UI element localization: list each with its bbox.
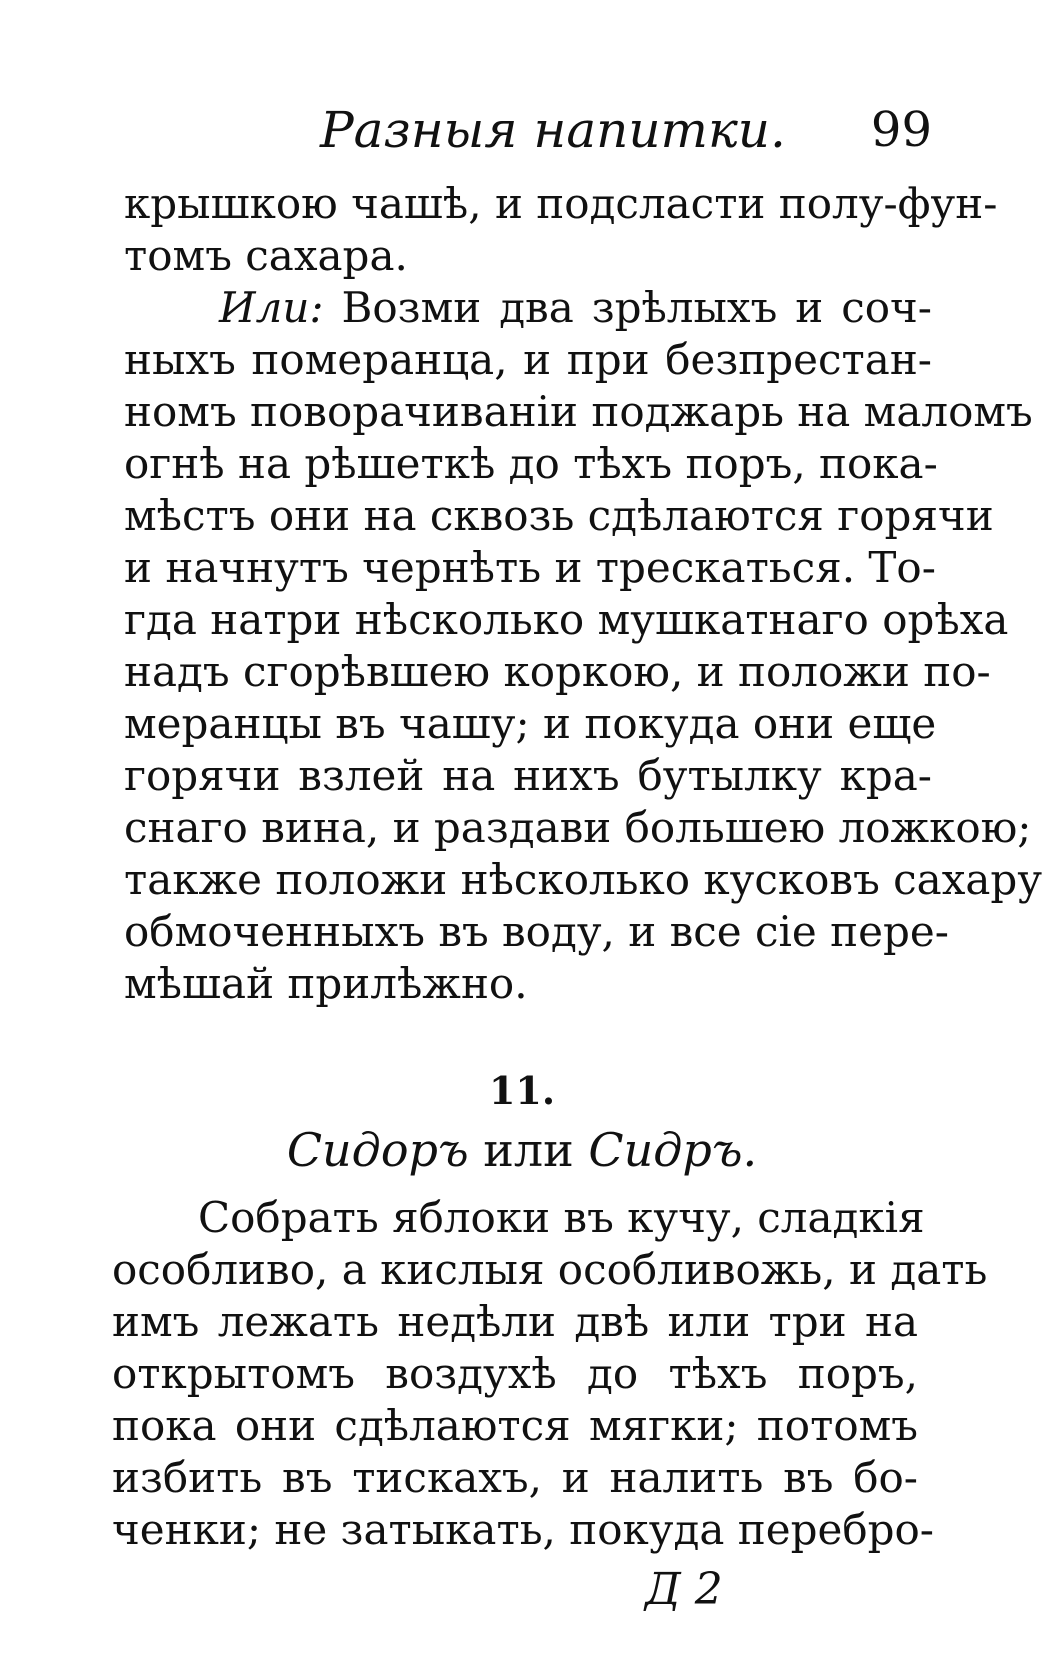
text-line: и начнутъ чернѣть и трескаться. То-: [124, 543, 936, 592]
text-line: [124, 282, 932, 334]
text-line: гда натри нѣсколько мушкатнаго орѣха: [124, 595, 1009, 644]
text-line: также положи нѣсколько кусковъ сахару: [124, 855, 1043, 904]
text-line: имъ лежать недѣли двѣ или три на: [112, 1297, 918, 1346]
text-line: открытомъ воздухѣ до тѣхъ поръ,: [112, 1349, 918, 1398]
text-line-remainder: Возми два зрѣлыхъ и соч-: [341, 283, 932, 332]
text-line: Собрать яблоки въ кучу, сладкiя: [198, 1193, 925, 1242]
section-title-part2: Сидръ.: [588, 1123, 758, 1177]
text-line: ныхъ померанца, и при безпрестан-: [124, 335, 932, 384]
text-line: особливо, а кислыя особливожь, и дать: [112, 1245, 988, 1294]
text-line: мѣшай прилѣжно.: [124, 959, 528, 1008]
text-line: крышкою чашѣ, и подсласти полу-фун-: [124, 179, 998, 228]
section-number: 11.: [488, 1068, 556, 1113]
text-line: номъ поворачиванiи поджарь на маломъ: [124, 387, 1033, 436]
page-number: 99: [870, 102, 932, 158]
text-line: огнѣ на рѣшеткѣ до тѣхъ поръ, пока-: [124, 439, 938, 488]
text-line: мѣстъ они на сквозь сдѣлаются горячи: [124, 491, 994, 540]
text-line: томъ сахара.: [124, 231, 408, 280]
text-line: надъ сгорѣвшею коркою, и положи по-: [124, 647, 991, 696]
text-line: обмоченныхъ въ воду, и все сiе пере-: [124, 907, 949, 956]
text-line: меранцы въ чашу; и покуда они еще: [124, 699, 937, 748]
or-label: Или:: [219, 283, 324, 332]
text-line: горячи взлей на нихъ бутылку кра-: [124, 751, 932, 800]
signature-mark: Д 2: [645, 1564, 723, 1615]
text-line: пока они сдѣлаются мягки; потомъ: [112, 1401, 918, 1450]
section-title-conj: или: [483, 1123, 574, 1177]
section-title: [0, 1118, 1044, 1182]
running-title: Разныя напитки.: [320, 101, 786, 159]
text-line: ченки; не затыкать, покуда перебро-: [112, 1505, 934, 1554]
page-header: [110, 95, 932, 165]
text-line: избить въ тискахъ, и налить въ бо-: [112, 1453, 918, 1502]
text-line: снаго вина, и раздави большею ложкою;: [124, 803, 1032, 852]
section-title-part1: Сидоръ: [286, 1123, 469, 1177]
